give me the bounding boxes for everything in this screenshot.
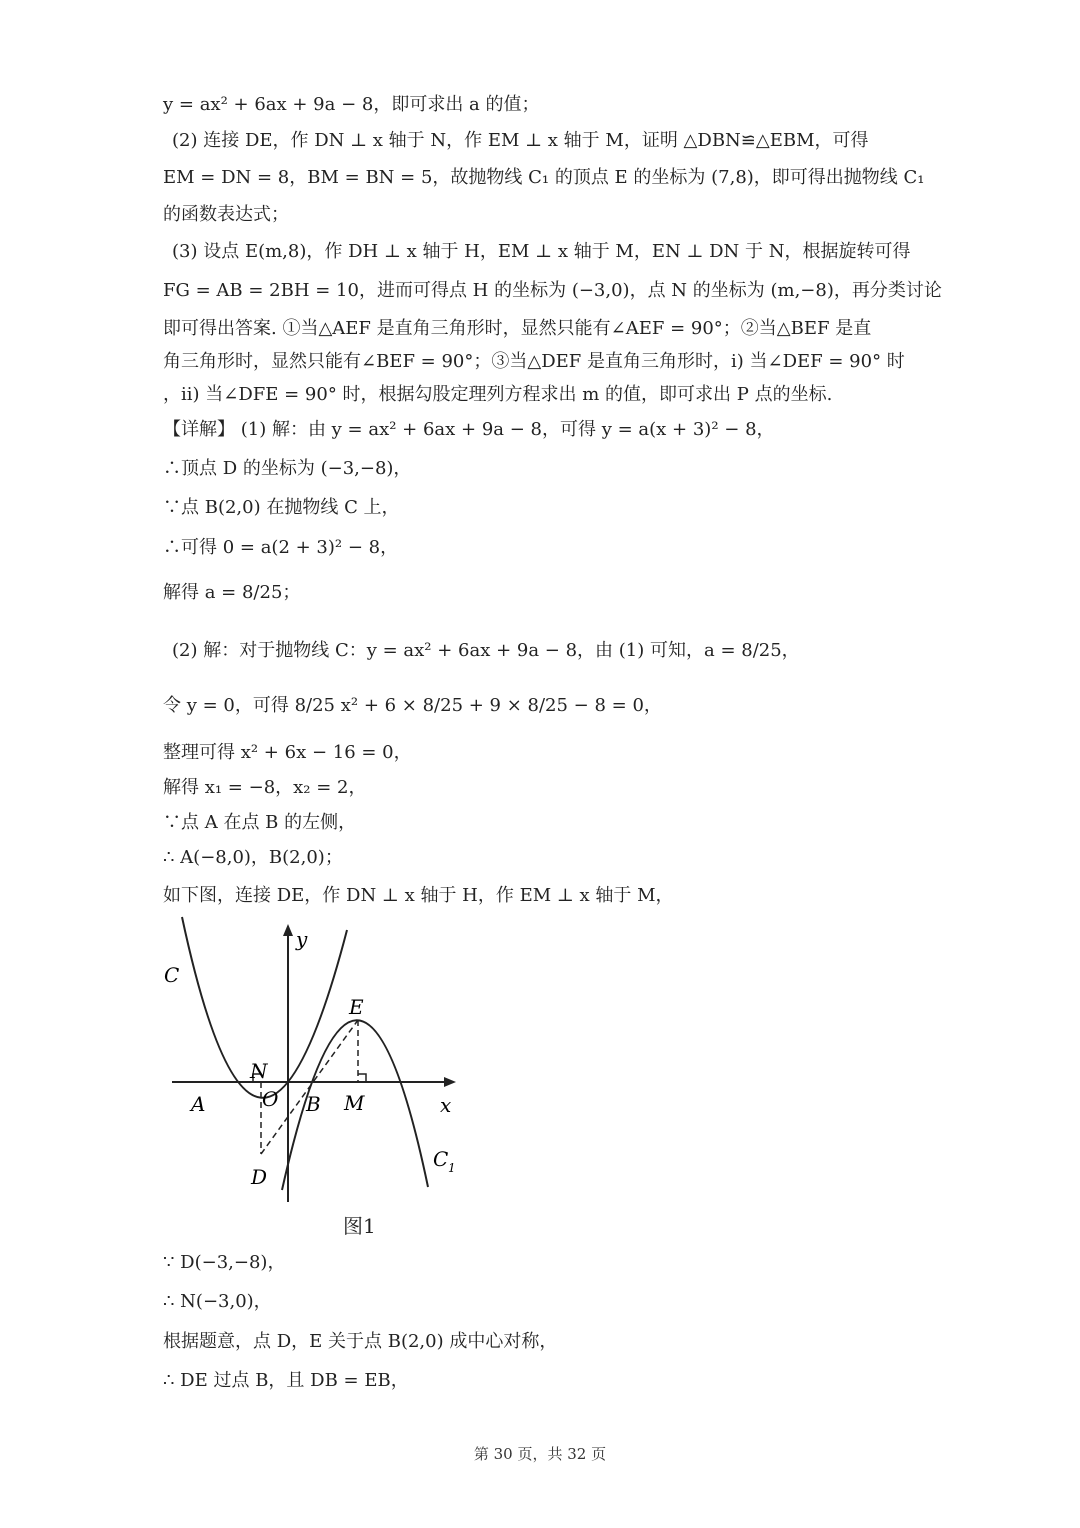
- label-c: C: [164, 963, 180, 987]
- label-x: x: [440, 1093, 452, 1117]
- label-y: y: [296, 927, 308, 951]
- text-line: ∵点 B(2,0) 在抛物线 C 上，: [163, 497, 400, 518]
- text-line: ∴ N(−3,0)，: [163, 1291, 272, 1312]
- text-line: 令 y = 0，可得 8/25 x² + 6 × 8/25 + 9 × 8/25 − 8 = 0，: [163, 695, 662, 716]
- label-m: M: [344, 1091, 365, 1115]
- text-line: (2) 解：对于抛物线 C：y = ax² + 6ax + 9a − 8，由 (1) 可知，a = 8/25，: [172, 640, 800, 661]
- text-line: 【详解】 (1) 解：由 y = ax² + 6ax + 9a − 8，可得 y = a(x + 3)² − 8，: [163, 419, 775, 440]
- text-line: 角三角形时，显然只能有∠BEF = 90°；③当△DEF 是直角三角形时，i) 当∠DEF = 90° 时: [163, 351, 905, 372]
- label-b: B: [306, 1092, 321, 1116]
- figure-caption: 图1: [343, 1214, 376, 1238]
- text-line: ∴顶点 D 的坐标为 (−3,−8)，: [163, 458, 412, 479]
- text-line: (3) 设点 E(m,8)，作 DH ⊥ x 轴于 H，EM ⊥ x 轴于 M，EN ⊥ DN 于 N，根据旋转可得: [172, 241, 911, 262]
- text-line: ∵ D(−3,−8)，: [163, 1252, 286, 1273]
- label-e: E: [349, 995, 364, 1019]
- text-line: 根据题意，点 D，E 关于点 B(2,0) 成中心对称，: [163, 1331, 558, 1352]
- text-line: 解得 a = 8/25；: [163, 582, 301, 603]
- label-a: A: [191, 1092, 206, 1116]
- label-c1-subscript: 1: [448, 1161, 456, 1175]
- text-line: ∵点 A 在点 B 的左侧，: [163, 812, 357, 833]
- text-line: y = ax² + 6ax + 9a − 8，即可求出 a 的值；: [163, 94, 540, 115]
- text-line: FG = AB = 2BH = 10，进而可得点 H 的坐标为 (−3,0)，点 N 的坐标为 (m,−8)，再分类讨论: [163, 280, 942, 301]
- label-c1: C: [433, 1147, 449, 1171]
- label-d: D: [251, 1165, 268, 1189]
- text-line: EM = DN = 8，BM = BN = 5，故抛物线 C₁ 的顶点 E 的坐标为 (7,8)，即可得出抛物线 C₁: [163, 167, 925, 188]
- text-line: ∴可得 0 = a(2 + 3)² − 8，: [163, 537, 399, 558]
- text-line: 的函数表达式；: [163, 204, 289, 225]
- text-line: 如下图，连接 DE，作 DN ⊥ x 轴于 H，作 EM ⊥ x 轴于 M，: [163, 885, 674, 906]
- text-line: 解得 x₁ = −8，x₂ = 2，: [163, 777, 367, 798]
- right-angle-m: [358, 1074, 366, 1082]
- y-axis-arrow: [283, 924, 293, 936]
- label-n: N: [250, 1059, 268, 1083]
- page-footer: 第 30 页，共 32 页: [473, 1445, 607, 1463]
- text-line: 整理可得 x² + 6x − 16 = 0，: [163, 742, 412, 763]
- text-line: ，ii) 当∠DFE = 90° 时，根据勾股定理列方程求出 m 的值，即可求出 P 点的坐标.: [163, 384, 833, 405]
- label-o: O: [262, 1087, 279, 1111]
- text-line: (2) 连接 DE，作 DN ⊥ x 轴于 N，作 EM ⊥ x 轴于 M，证明 △DBN≌△EBM，可得: [172, 130, 869, 151]
- text-line: 即可得出答案. ①当△AEF 是直角三角形时，显然只能有∠AEF = 90°；②当△BEF 是直: [163, 318, 872, 339]
- text-line: ∴ DE 过点 B，且 DB = EB，: [163, 1370, 409, 1391]
- x-axis-arrow: [444, 1077, 456, 1087]
- text-line: ∴ A(−8,0)，B(2,0)；: [163, 847, 343, 868]
- parabola-figure: [160, 912, 470, 1212]
